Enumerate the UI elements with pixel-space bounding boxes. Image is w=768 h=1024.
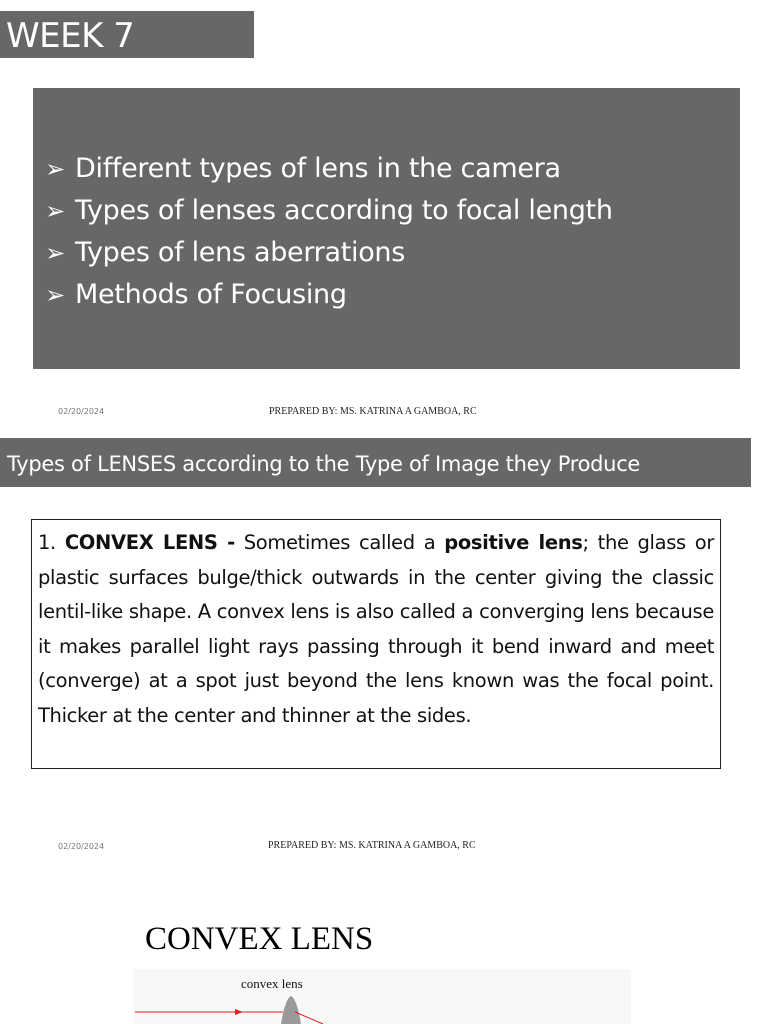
term-heading: CONVEX LENS - <box>64 531 235 554</box>
topic-item <box>41 148 613 190</box>
arrow-bullet-icon: ➢ <box>45 281 65 309</box>
definition-text-start: Sometimes called a <box>234 531 445 554</box>
topic-text: Methods of Focusing <box>75 279 347 310</box>
convex-lens-definition <box>38 526 714 734</box>
topic-text: Types of lenses according to focal length <box>75 195 613 226</box>
definition-text-rest: ; the glass or plastic surfaces bulge/thick outwards in the center giving the classic lentil-like shape. A convex lens is also called a converging lens because it makes parallel light rays passing through it bend inward and meet (converge) at a spot just beyond the lens known was the focal point. Thicker at the center and thinner at the sides. <box>38 531 714 727</box>
topic-item <box>41 190 613 232</box>
arrow-bullet-icon: ➢ <box>45 155 65 183</box>
week-title-banner <box>0 11 254 58</box>
convex-lens-diagram <box>133 969 631 1024</box>
footer-prepared-by: PREPARED BY: MS. KATRINA A GAMBOA, RC <box>269 406 477 417</box>
arrow-bullet-icon: ➢ <box>45 239 65 267</box>
topic-item <box>41 232 613 274</box>
topic-text: Different types of lens in the camera <box>75 153 561 184</box>
convex-lens-definition-box <box>31 519 721 769</box>
topic-item <box>41 274 613 316</box>
arrow-bullet-icon: ➢ <box>45 197 65 225</box>
footer-prepared-by: PREPARED BY: MS. KATRINA A GAMBOA, RC <box>268 840 476 851</box>
diagram-label: convex lens <box>241 976 303 991</box>
bold-term: positive lens <box>444 531 583 554</box>
section-banner <box>0 438 751 487</box>
topics-list <box>41 148 613 316</box>
topics-box <box>33 88 740 369</box>
topic-text: Types of lens aberrations <box>75 237 406 268</box>
section-banner-title: Types of LENSES according to the Type of Image they Produce <box>7 452 641 476</box>
slide-title: CONVEX LENS <box>145 921 374 957</box>
footer-date: 02/20/2024 <box>58 407 105 416</box>
item-number: 1. <box>38 531 56 554</box>
week-title: WEEK 7 <box>6 16 135 56</box>
diagram-background <box>133 969 631 1024</box>
footer-date: 02/20/2024 <box>58 842 105 851</box>
